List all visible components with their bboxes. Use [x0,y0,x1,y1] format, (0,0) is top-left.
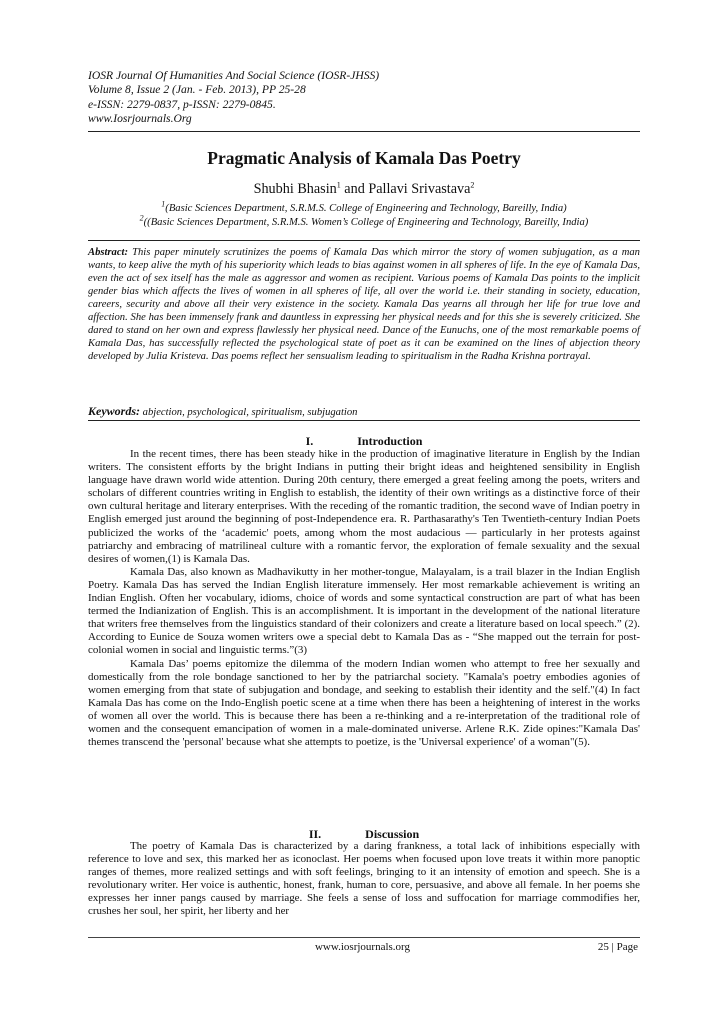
journal-issn: e-ISSN: 2279-0837, p-ISSN: 2279-0845. [88,97,276,111]
section-number: II. [308,827,322,841]
journal-header [88,69,648,127]
paragraph: Kamala Das, also known as Madhavikutty in her mother-tongue, Malayalam, is a trail blazer in the Indian English Poetry. Kamala Das has served the Indian English literature immensely. Her most remarkable achievement is writing an Indian English. Often her vocabulary, idioms, choice of words and some syntactical construction are part of what has been termed the Indianization of English. This is an accomplishment. It is important in the development of the national literature that writers free themselves from the linguistics standard of their colonizers and create a literature based on local speech.” (2). According to Eunice de Souza women writers owe a special debt to Kamala Das as - “She mapped out the terrain for post-colonial women in social and linguistic terms.”(3) [88,565,640,657]
keywords-label: Keywords: [88,404,140,418]
author-2: Pallavi Srivastava [368,181,471,197]
affiliation-1-text: (Basic Sciences Department, S.R.M.S. College of Engineering and Technology, Bareilly, India) [165,203,567,214]
footer-rule [88,937,640,938]
section-title: Introduction [357,434,423,448]
abstract-bottom-rule [88,420,640,421]
journal-volume: Volume 8, Issue 2 (Jan. - Feb. 2013), PP 25-28 [88,83,306,97]
affiliation-1 [88,199,640,214]
footer-url: www.iosrjournals.org [314,941,411,953]
paragraph: In the recent times, there has been steady hike in the production of imaginative literature in English by the Indian writers. The consistent efforts by the bright Indians in putting their bright ideas and heightened sensibility in English language have drawn world wide attention. During 20th century, there emerged a great feeling among the poets, writers and scholars of different countries writing in English to establish, the identity of their own writings as a distinctive force of their own cultural heritage and literary enterprises. With the receding of the romantic tradition, the second wave of Indian poetry in English emerged just around the beginning of post-Independence era. R. Parthasarathy's Ten Twentieth-century Indian Poets publicized the works of the ‘academic' poets, among whom the most audacious — particularly in her protests against patriarchy and embracing of matrilineal culture with a romantic fervor, the exploration of female sexuality and the sexual desires of women,(1) is Kamala Das. [88,448,640,565]
abstract [88,247,640,364]
author-conjunction: and [340,181,369,197]
author-1: Shubhi Bhasin [253,181,337,197]
abstract-label: Abstract: [88,247,129,258]
section-heading-introduction [88,434,640,449]
journal-website: www.Iosrjournals.Org [88,112,192,126]
abstract-top-rule [88,240,640,241]
page-number: 25 | Page [597,941,638,953]
affiliation-2-text: ((Basic Sciences Department, S.R.M.S. Women’s College of Engineering and Technology, Bareilly, India) [143,217,589,228]
paragraph: Kamala Das’ poems epitomize the dilemma of the modern Indian women who attempt to free her sexually and domestically from the role bondage sanctioned to her by the patriarchal society. "Kamala's poetry embodies agonies of women emerging from that state of subjugation and bondage, and seeking to establish their identity and the self."(4) In fact Kamala Das has come on the Indo-English poetic scene at a time when there has been a heightening of interest in the works of women all over the world. This is because there has been a re-thinking and a re-interpretation of the traditional role of women and the consequent emancipation of women in a male-dominated universe. Arlene R.K. Zide opines:"Kamala Das' themes transcend the 'personal' because what she attempts to poetize, is the 'Universal experience' of a woman"(5). [88,657,640,749]
author-2-affiliation-mark: 2 [470,180,475,190]
keywords [88,404,640,419]
keywords-text: abjection, psychological, spiritualism, subjugation [142,407,358,418]
section-title: Discussion [365,827,420,841]
abstract-text: This paper minutely scrutinizes the poems of Kamala Das which mirror the story of women subjugation, as a man wants, to keep alive the myth of his superiority which leads to bias against women in all spheres of life. In the eye of Kamala Das, even the act of sex itself has the male as aggressor and women as recipient. Various poems of Kamala Das points to the implicit gender bias which affects the lives of women in all spheres of life, all over the world i.e. their standing in society, education, careers, security and above all their very existence in the society. Kamala Das yearns all through her life for true love and affection. She has been immensely frank and dauntless in expressing her physical needs and for this she is severely criticized. She dared to stand on her own and express flawlessly her physical need. Dance of the Eunuchs, one of the most remarkable poems of Kamala Das, has successfully reflected the psychological state of poet as it can be examined on the lines of abjection theory developed by Julia Kristeva. Das poems reflect her sensualism leading to spiritualism in the Radha Krishna portrayal. [88,247,640,362]
journal-name: IOSR Journal Of Humanities And Social Science (IOSR-JHSS) [88,69,380,82]
paper-title: Pragmatic Analysis of Kamala Das Poetry [207,148,521,168]
affiliation-1-mark: 1 [161,199,166,209]
affiliation-2 [88,213,640,228]
header-rule [88,131,640,132]
affiliation-2-mark: 2 [139,213,144,223]
discussion-body [88,840,640,919]
author-1-affiliation-mark: 1 [336,180,341,190]
paragraph: The poetry of Kamala Das is characterized by a daring frankness, a total lack of inhibitions especially with reference to love and sex, this marked her as iconoclast. Her poems when focused upon love treats it within more panoptic ranges of themes, more realized settings and with soft feelings, bringing to it an intensity of emotion and speech. She is a revolutionary writer. Her voice is authentic, honest, frank, human to core, persuasive, and above all female. In her poems she expresses her inner pangs caused by marriage. She feels a sense of loss and suffocation for marriage commodifies her, crushes her soul, her spirit, her liberty and her [88,840,640,918]
section-number: I. [305,434,314,448]
introduction-body [88,448,640,749]
author-line [88,181,640,198]
